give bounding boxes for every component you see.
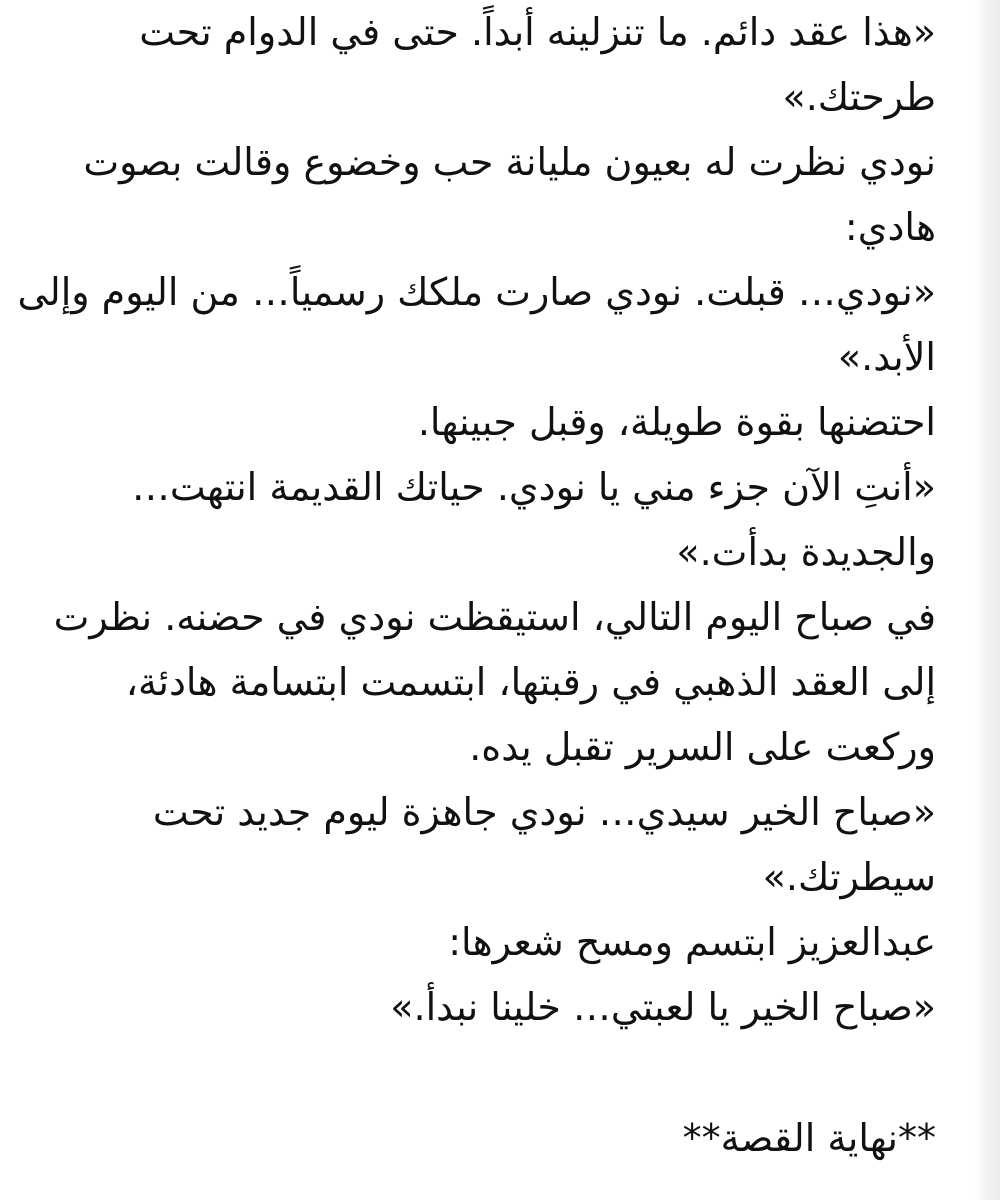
text-line-12: وركعت على السرير تقبل يده. — [469, 725, 936, 769]
text-line-3: نودي نظرت له بعيون مليانة حب وخضوع وقالت بصوت — [83, 140, 936, 184]
text-line-4: هادي: — [844, 205, 936, 249]
text-line-15: عبدالعزيز ابتسم ومسح شعرها: — [448, 920, 936, 964]
text-line-14: سيطرتك.» — [762, 855, 936, 899]
text-line-11: إلى العقد الذهبي في رقبتها، ابتسمت ابتسامة هادئة، — [125, 660, 936, 704]
text-line-5: «نودي… قبلت. نودي صارت ملكك رسمياً… من اليوم وإلى — [17, 270, 936, 314]
text-line-10: في صباح اليوم التالي، استيقظت نودي في حضنه. نظرت — [53, 595, 936, 639]
text-line-2: طرحتك.» — [782, 75, 936, 119]
text-line-7: احتضنها بقوة طويلة، وقبل جبينها. — [417, 400, 936, 444]
text-line-16: «صباح الخير يا لعبتي… خلينا نبدأ.» — [390, 985, 936, 1029]
text-line-13: «صباح الخير سيدي… نودي جاهزة ليوم جديد تحت — [152, 790, 936, 834]
text-line-9: والجديدة بدأت.» — [676, 530, 936, 574]
story-ending: **نهاية القصة** — [682, 1116, 936, 1160]
text-line-8: «أنتِ الآن جزء مني يا نودي. حياتك القديمة انتهت… — [131, 465, 936, 509]
text-line-1: «هذا عقد دائم. ما تنزلينه أبداً. حتى في الدوام تحت — [139, 10, 936, 54]
text-line-6: الأبد.» — [837, 335, 936, 379]
